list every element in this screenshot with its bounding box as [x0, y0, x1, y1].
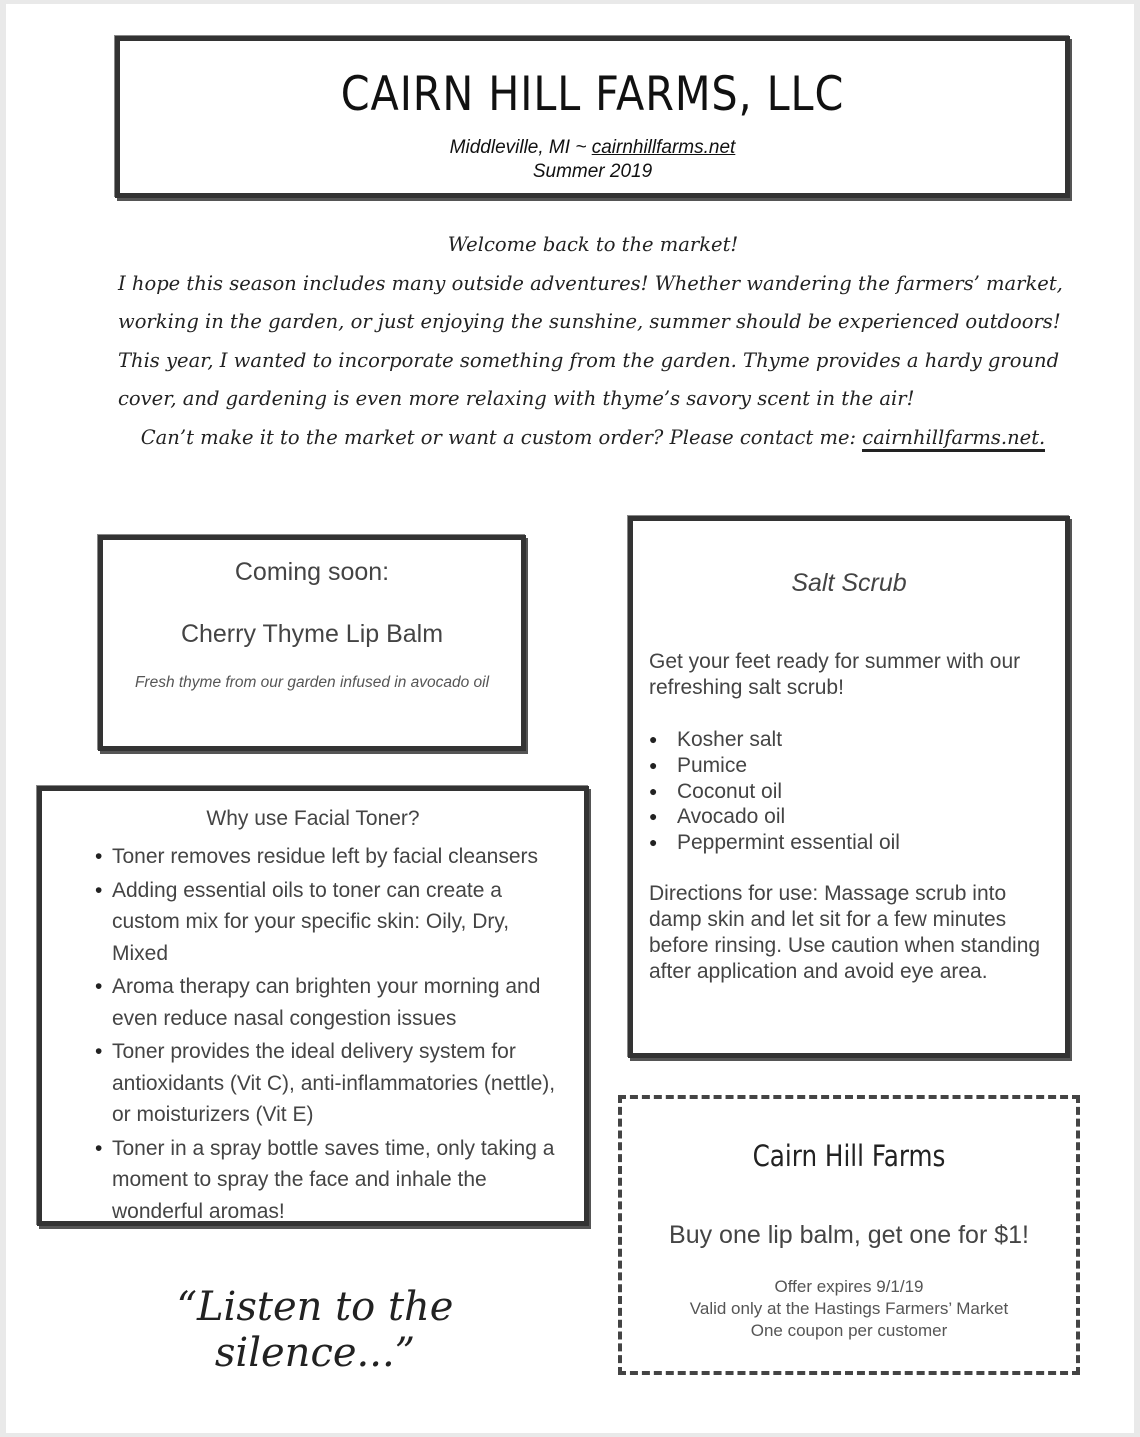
salt-scrub-box — [628, 516, 1070, 1058]
welcome-body: I hope this season includes many outside adventures! Whether wandering the farmers’ market, working in the garden, or just enjoying the sunshine, summer should be experienced outdoors! This year, I wanted to incorporate something from the garden. Thyme provides a hardy ground cover, and gardening is even more relaxing with thyme’s savory scent in the air! — [118, 271, 1063, 410]
list-item: ● Coconut oil — [649, 779, 900, 805]
coupon-expiry: Offer expires 9/1/19 — [774, 1277, 924, 1296]
contact-link[interactable]: cairnhillfarms.net. — [862, 426, 1045, 452]
list-item: • Toner in a spray bottle saves time, only taking a moment to spray the face and inhale the wonderful aromas! — [79, 1133, 570, 1228]
contact-prefix: Can’t make it to the market or want a custom order? Please contact me: — [140, 425, 863, 449]
ingredient-list — [649, 727, 900, 856]
coming-soon-heading: Coming soon: — [234, 558, 390, 586]
coupon-offer: Buy one lip balm, get one for $1! — [669, 1221, 1029, 1249]
coming-soon-box — [98, 535, 526, 751]
quote-text: “Listen to the silence...” — [176, 1284, 454, 1376]
list-item: ● Peppermint essential oil — [649, 830, 900, 856]
location-text: Middleville, MI ~ — [449, 137, 592, 158]
salt-scrub-title: Salt Scrub — [791, 569, 907, 597]
list-item: • Aroma therapy can brighten your morning and even reduce nasal congestion issues — [79, 971, 570, 1034]
welcome-message — [118, 226, 1068, 457]
salt-scrub-intro: Get your feet ready for summer with our refreshing salt scrub! — [649, 650, 1021, 699]
coming-soon-description: Fresh thyme from our garden infused in avocado oil — [134, 674, 490, 691]
list-item: • Toner removes residue left by facial cleansers — [79, 841, 570, 873]
coming-soon-product: Cherry Thyme Lip Balm — [180, 620, 444, 648]
list-item: ● Pumice — [649, 753, 900, 779]
facial-toner-box — [37, 786, 589, 1226]
season-label: Summer 2019 — [532, 161, 653, 182]
coupon-limit: One coupon per customer — [750, 1321, 948, 1340]
list-item: ● Kosher salt — [649, 727, 900, 753]
salt-scrub-directions: Directions for use: Massage scrub into damp skin and let sit for a few minutes before rinsing. Use caution when standing after application and avoid eye area. — [649, 882, 1041, 983]
header-box — [115, 36, 1070, 198]
website-link[interactable]: cairnhillfarms.net — [591, 137, 736, 158]
location-line — [120, 137, 1065, 159]
coupon-brand: Cairn Hill Farms — [752, 1139, 946, 1173]
coupon — [618, 1095, 1080, 1375]
list-item: • Adding essential oils to toner can create a custom mix for your specific skin: Oily, Dry, Mixed — [79, 875, 570, 970]
toner-title: Why use Facial Toner? — [206, 807, 420, 830]
welcome-greeting: Welcome back to the market! — [447, 233, 739, 256]
toner-list — [74, 841, 570, 1229]
contact-line — [118, 419, 1068, 458]
list-item: ● Avocado oil — [649, 804, 900, 830]
brand-title: CAIRN HILL FARMS, LLC — [340, 67, 845, 122]
list-item: • Toner provides the ideal delivery system for antioxidants (Vit C), anti-inflammatories (nettle), or moisturizers (Vit E) — [79, 1036, 570, 1131]
coupon-validity: Valid only at the Hastings Farmers’ Market — [689, 1299, 1009, 1318]
